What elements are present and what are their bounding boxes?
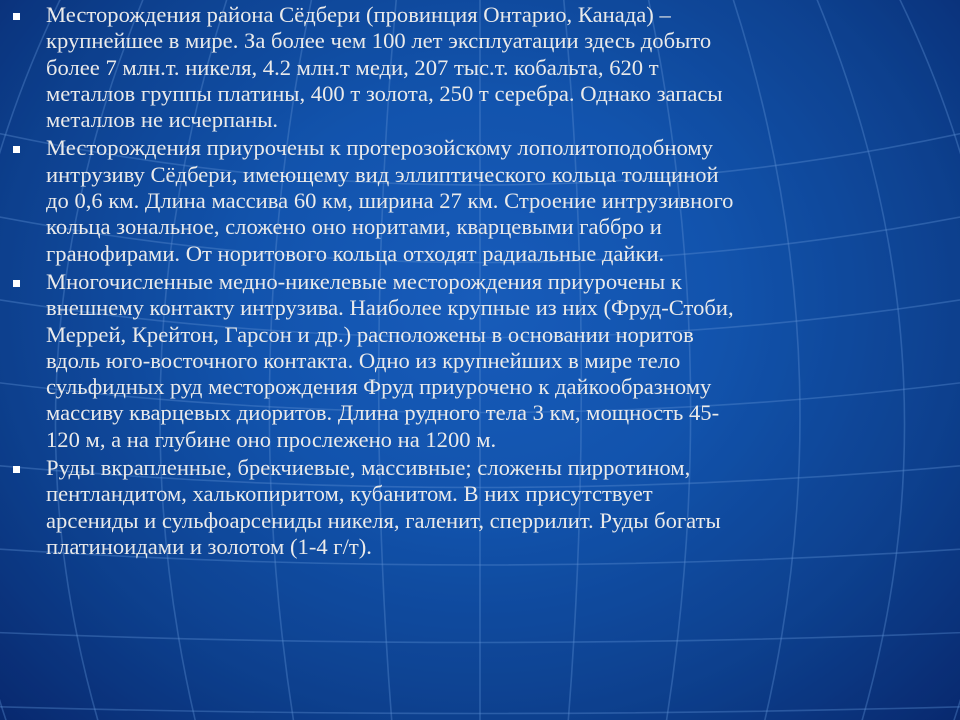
bullet-list bbox=[12, 2, 942, 562]
bullet-text-2: Месторождения приурочены к протерозойскому лополитоподобному интрузиву Сёдбери, имеющему вид эллиптического кольца толщиной до 0,6 км. Длина массива 60 км, ширина 27 км. Строение интрузивного кольца зональное, сложено оно норитами, кварцевыми габбро и гранофирами. От норитового кольца отходят радиальные дайки. bbox=[46, 135, 734, 266]
square-bullet-icon bbox=[13, 466, 20, 473]
bullet-item-4 bbox=[12, 455, 942, 560]
bullet-item-2 bbox=[12, 135, 942, 266]
bullet-text-3: Многочисленные медно-никелевые месторождения приурочены к внешнему контакту интрузива. Наиболее крупные из них (Фруд-Стоби, Меррей, Крейтон, Гарсон и др.) расположены в основании норитов вдоль юго-восточного контакта. Одно из крупнейших в мире тело сульфидных руд месторождения Фруд приурочено к дайкообразному массиву кварцевых диоритов. Длина рудного тела 3 км, мощность 45- 120 м, а на глубине оно прослежено на 1200 м. bbox=[46, 268, 734, 452]
square-bullet-icon bbox=[13, 13, 20, 20]
bullet-item-3 bbox=[12, 269, 942, 453]
bullet-text-4: Руды вкрапленные, брекчиевые, массивные; сложены пирротином, пентландитом, халькопиритом, кубанитом. В них присутствует арсениды и сульфоарсениды никеля, галенит, сперрилит. Руды богаты платиноидами и золотом (1-4 г/т). bbox=[46, 455, 721, 559]
bullet-text-1: Месторождения района Сёдбери (провинция Онтарио, Канада) – крупнейшее в мире. За более чем 100 лет эксплуатации здесь добыто более 7 млн.т. никеля, 4.2 млн.т меди, 207 тыс.т. кобальта, 620 т металлов группы платины, 400 т золота, 250 т серебра. Однако запасы металлов не исчерпаны. bbox=[46, 2, 723, 133]
square-bullet-icon bbox=[13, 146, 20, 153]
square-bullet-icon bbox=[13, 280, 20, 287]
bullet-item-1 bbox=[12, 2, 942, 133]
